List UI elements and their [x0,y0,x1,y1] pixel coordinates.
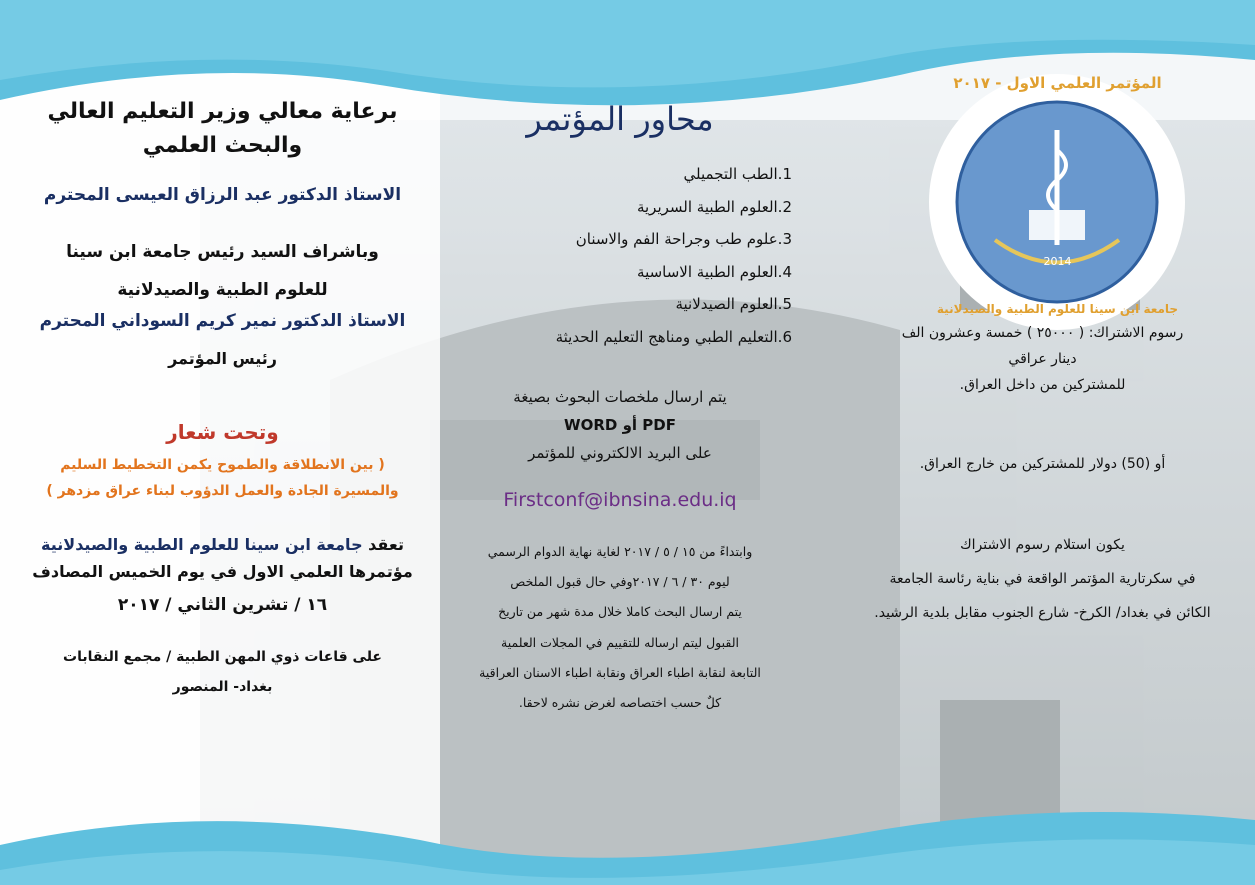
payment-line: الكائن في بغداد/ الكرخ- شارع الجنوب مقابل بلدية الرشيد. [874,605,1211,621]
payment-line: يكون استلام رسوم الاشتراك [960,537,1125,553]
conference-logo [925,70,1190,335]
fee-foreign: أو (50) دولار للمشتركين من خارج العراق. [919,456,1166,472]
patronage-line-2: والبحث العلمي [142,133,303,158]
logo-year: 2014 [1043,255,1072,268]
venue: على قاعات ذوي المهن الطبية / مجمع النقابات [63,649,382,665]
slogan-line-2: والمسيرة الجادة والعمل الدؤوب لبناء عراق مزدهر ) [46,483,399,499]
deadline-line: وابتداءً من ١٥ / ٥ / ٢٠١٧ لغاية نهاية الدوام الرسمي [487,544,753,559]
left-column [15,95,430,695]
logo-bottom-text: جامعة ابن سينا للعلوم الطبية والصيدلانية [936,302,1179,316]
deadline-line: التابعة لنقابة اطباء العراق ونقابة اطباء الاسنان العراقية [479,664,761,680]
city: بغداد- المنصور [172,679,273,695]
fee-line: رسوم الاشتراك: ( ٢٥٠٠٠ ) خمسة وعشرون الف [901,325,1184,341]
president-role: رئيس المؤتمر [168,349,277,368]
conference-date: ١٦ / تشرين الثاني / ٢٠١٧ [117,595,328,615]
payment-line: في سكرتارية المؤتمر الواقعة في بناية رئاسة الجامعة [889,571,1196,587]
president-name: الاستاذ الدكتور نمير كريم السوداني المحترم [39,311,406,331]
topic-item: 3.علوم طب وجراحة الفم والاسنان [575,230,792,248]
logo-ring-text: المؤتمر العلمي الاول - ٢٠١٧ [953,74,1162,92]
topic-item: 5.العلوم الصيدلانية [675,295,792,313]
fee-line: للمشتركين من داخل العراق. [959,377,1126,393]
right-column [830,320,1255,630]
deadline-line: القبول ليتم ارساله للتقييم في المجلات العلمية [501,634,739,650]
topic-item: 6.التعليم الطبي ومناهج التعليم الحديثة [555,327,792,346]
conference-email[interactable]: Firstconf@ibnsina.edu.iq [503,489,737,511]
deadline-line: ليوم ٣٠ / ٦ / ٢٠١٧وفي حال قبول الملخص [510,574,730,590]
topic-item: 1.الطب التجميلي [683,165,792,183]
supervision-line-1: وباشراف السيد رئيس جامعة ابن سينا [66,242,379,262]
topic-item: 4.العلوم الطبية الاساسية [637,262,792,281]
submission-format: WORD أو PDF [564,416,676,434]
submission-line: على البريد الالكتروني للمؤتمر [528,444,712,462]
logo-emblem [925,70,1190,335]
axes-title: محاور المؤتمر [526,100,714,138]
slogan-title: وتحت شعار [166,420,279,444]
conference-line: مؤتمرها العلمي الاول في يوم الخميس المصادف [32,562,413,581]
deadline-line: كلٌ حسب اختصاصه لغرض نشره لاحقا. [518,695,722,711]
slogan-line-1: ( بين الانطلاقة والطموح يكمن التخطيط السليم [60,457,385,473]
fee-line: دينار عراقي [1008,351,1077,367]
topic-item: 2.العلوم الطبية السريرية [636,197,792,216]
submission-line: يتم ارسال ملخصات البحوث بصيغة [513,388,727,406]
deadline-line: يتم ارسال البحث كاملا خلال مدة شهر من تاريخ [498,604,742,620]
supervision-line-2: للعلوم الطبية والصيدلانية [117,280,328,300]
middle-column [440,95,800,718]
university-name: جامعة ابن سينا للعلوم الطبية والصيدلانية [41,535,363,554]
topics-list [440,158,800,353]
patronage-line-1: برعاية معالي وزير التعليم العالي [47,99,398,124]
minister-name: الاستاذ الدكتور عبد الرزاق العيسى المحترم [43,185,402,205]
hold-prefix: تعقد [368,535,404,554]
